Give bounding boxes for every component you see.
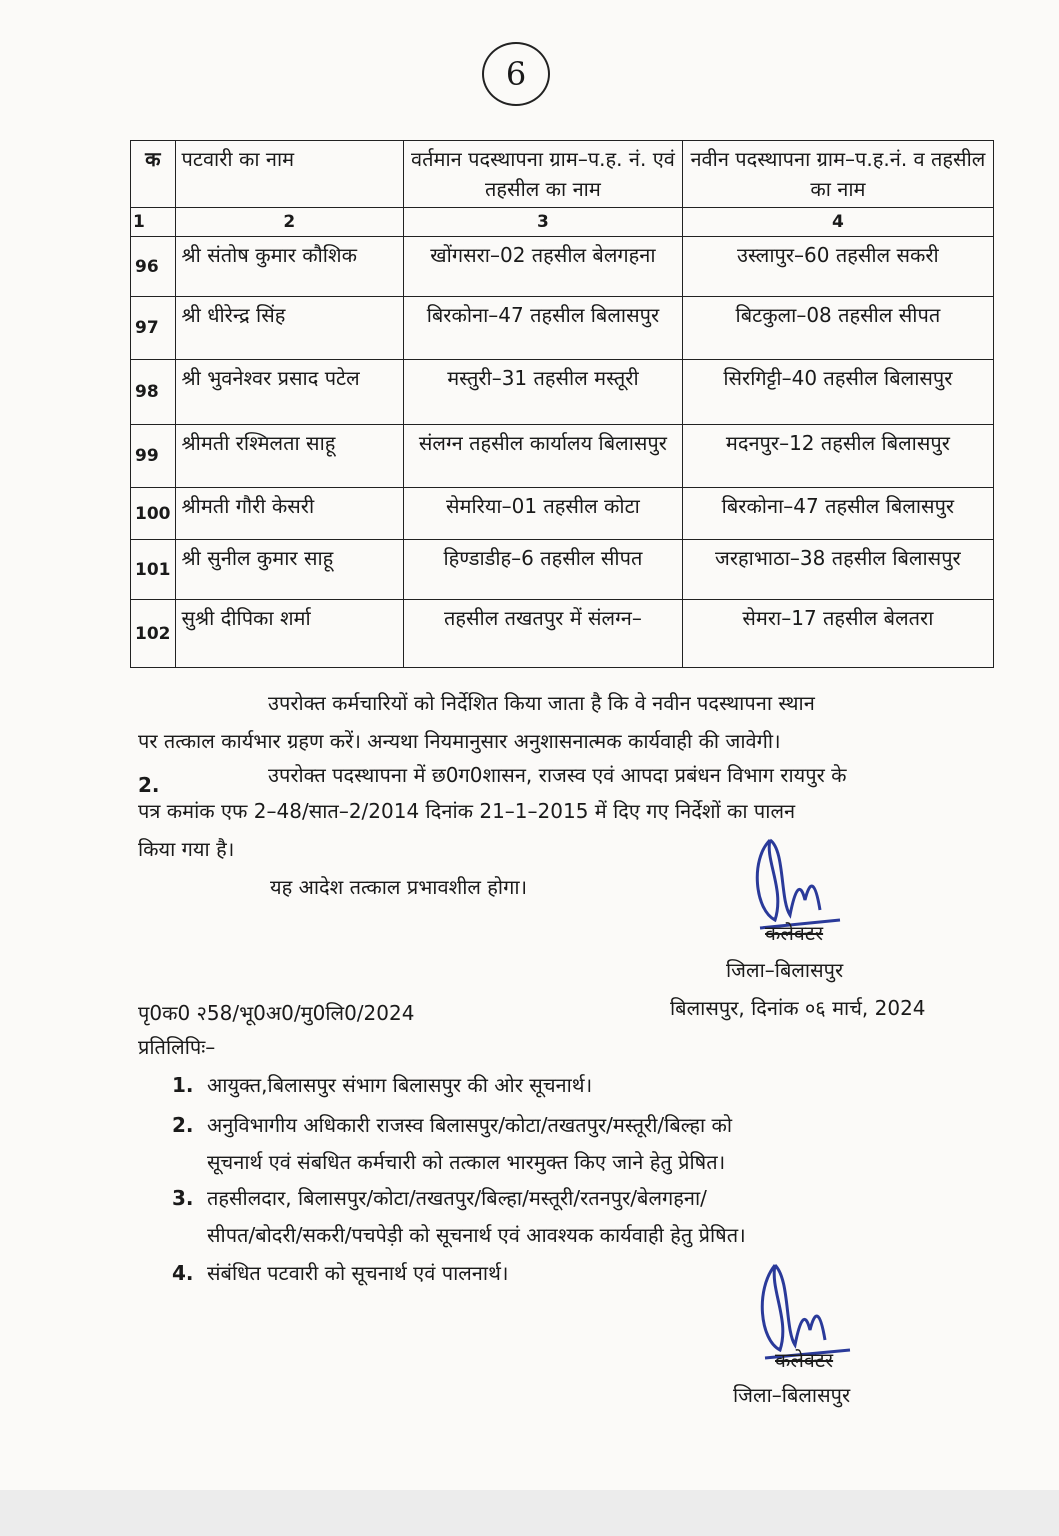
para2-line1: उपरोक्त पदस्थापना में छ0ग0शासन, राजस्व एवं आपदा प्रबंधन विभाग रायपुर के — [268, 763, 847, 787]
name-cell: श्रीमती गौरी केसरी — [175, 488, 404, 540]
name-cell: श्री भुवनेश्वर प्रसाद पटेल — [175, 360, 404, 425]
new-posting-cell: जरहाभाठा–38 तहसील बिलासपुर — [682, 540, 993, 600]
new-posting-cell: मदनपुर–12 तहसील बिलासपुर — [682, 425, 993, 488]
signature1-place-date: बिलासपुर, दिनांक ०६ मार्च, 2024 — [670, 996, 926, 1020]
copies-heading: प्रतिलिपिः– — [138, 1035, 216, 1059]
copy-item-text: आयुक्त,बिलासपुर संभाग बिलासपुर की ओर सूचनार्थ। — [207, 1073, 593, 1097]
table-row — [131, 297, 994, 360]
para1-line1: उपरोक्त कर्मचारियों को निर्देशित किया जाता है कि वे नवीन पदस्थापना स्थान — [268, 691, 815, 715]
column-numbers — [131, 208, 994, 237]
serial-cell: 101 — [131, 540, 176, 600]
serial-cell: 100 — [131, 488, 176, 540]
copy-item-number: 4. — [172, 1261, 194, 1285]
name-cell: श्री धीरेन्द्र सिंह — [175, 297, 404, 360]
serial-cell: 97 — [131, 297, 176, 360]
current-posting-cell: सेमरिया–01 तहसील कोटा — [404, 488, 683, 540]
new-posting-cell: सेमरा–17 तहसील बेलतरा — [682, 600, 993, 668]
copy-item-text: सीपत/बोदरी/सकरी/पचपेड़ी को सूचनार्थ एवं आवश्यक कार्यवाही हेतु प्रेषित। — [207, 1223, 746, 1247]
serial-cell: 96 — [131, 237, 176, 297]
current-posting-cell: हिण्डाडीह–6 तहसील सीपत — [404, 540, 683, 600]
colnum: 4 — [682, 208, 993, 237]
current-posting-cell: बिरकोना–47 तहसील बिलासपुर — [404, 297, 683, 360]
serial-cell: 99 — [131, 425, 176, 488]
table-row — [131, 425, 994, 488]
para2-line3: किया गया है। — [138, 837, 235, 861]
table-row — [131, 600, 994, 668]
current-posting-cell: संलग्न तहसील कार्यालय बिलासपुर — [404, 425, 683, 488]
page-number: 6 — [482, 42, 550, 106]
copy-item-number: 1. — [172, 1073, 194, 1097]
copy-item-text: संबंधित पटवारी को सूचनार्थ एवं पालनार्थ। — [207, 1261, 509, 1285]
table-header — [131, 141, 994, 208]
copy-item-text: अनुविभागीय अधिकारी राजस्व बिलासपुर/कोटा/तखतपुर/मस्तूरी/बिल्हा को — [207, 1113, 733, 1137]
new-posting-cell: बिरकोना–47 तहसील बिलासपुर — [682, 488, 993, 540]
copy-item-text: तहसीलदार, बिलासपुर/कोटा/तखतपुर/बिल्हा/मस्तूरी/रतनपुर/बेलगहना/ — [207, 1186, 707, 1210]
current-posting-cell: खोंगसरा–02 तहसील बेलगहना — [404, 237, 683, 297]
header-serial: क — [131, 141, 176, 208]
header-new: नवीन पदस्थापना ग्राम–प.ह.नं. व तहसील का नाम — [682, 141, 993, 208]
new-posting-cell: बिटकुला–08 तहसील सीपत — [682, 297, 993, 360]
colnum: 3 — [404, 208, 683, 237]
signature1-district: जिला–बिलासपुर — [726, 958, 844, 982]
reference-number: पृ0क0 २58/भू0अ0/मु0लि0/2024 — [138, 1001, 415, 1025]
header-current: वर्तमान पदस्थापना ग्राम–प.ह. नं. एवं तहसील का नाम — [404, 141, 683, 208]
new-posting-cell: उस्लापुर–60 तहसील सकरी — [682, 237, 993, 297]
name-cell: श्रीमती रश्मिलता साहू — [175, 425, 404, 488]
signature2-title: कलेक्टर — [775, 1348, 834, 1372]
para2-line2: पत्र कमांक एफ 2–48/सात–2/2014 दिनांक 21–1–2015 में दिए गए निर्देशों का पालन — [138, 799, 796, 823]
table-row — [131, 237, 994, 297]
header-name: पटवारी का नाम — [175, 141, 404, 208]
signature1-title: कलेक्टर — [765, 921, 824, 945]
colnum: 1 — [131, 208, 176, 237]
current-posting-cell: मस्तुरी–31 तहसील मस्तूरी — [404, 360, 683, 425]
copy-item-text: सूचनार्थ एवं संबधित कर्मचारी को तत्काल भारमुक्त किए जाने हेतु प्रेषित। — [207, 1150, 726, 1174]
serial-cell: 98 — [131, 360, 176, 425]
current-posting-cell: तहसील तखतपुर में संलग्न– — [404, 600, 683, 668]
name-cell: सुश्री दीपिका शर्मा — [175, 600, 404, 668]
signature2-district: जिला–बिलासपुर — [733, 1383, 851, 1407]
table-row — [131, 540, 994, 600]
name-cell: श्री संतोष कुमार कौशिक — [175, 237, 404, 297]
name-cell: श्री सुनील कुमार साहू — [175, 540, 404, 600]
transfer-table — [130, 140, 994, 668]
colnum: 2 — [175, 208, 404, 237]
para2-number: 2. — [138, 773, 160, 797]
serial-cell: 102 — [131, 600, 176, 668]
para3: यह आदेश तत्काल प्रभावशील होगा। — [270, 875, 528, 899]
bottom-strip — [0, 1490, 1059, 1536]
copy-item-number: 3. — [172, 1186, 194, 1210]
new-posting-cell: सिरगिट्टी–40 तहसील बिलासपुर — [682, 360, 993, 425]
table-row — [131, 488, 994, 540]
copy-item-number: 2. — [172, 1113, 194, 1137]
para1-line2: पर तत्काल कार्यभार ग्रहण करें। अन्यथा नियमानुसार अनुशासनात्मक कार्यवाही की जावेगी। — [138, 729, 781, 753]
table-row — [131, 360, 994, 425]
